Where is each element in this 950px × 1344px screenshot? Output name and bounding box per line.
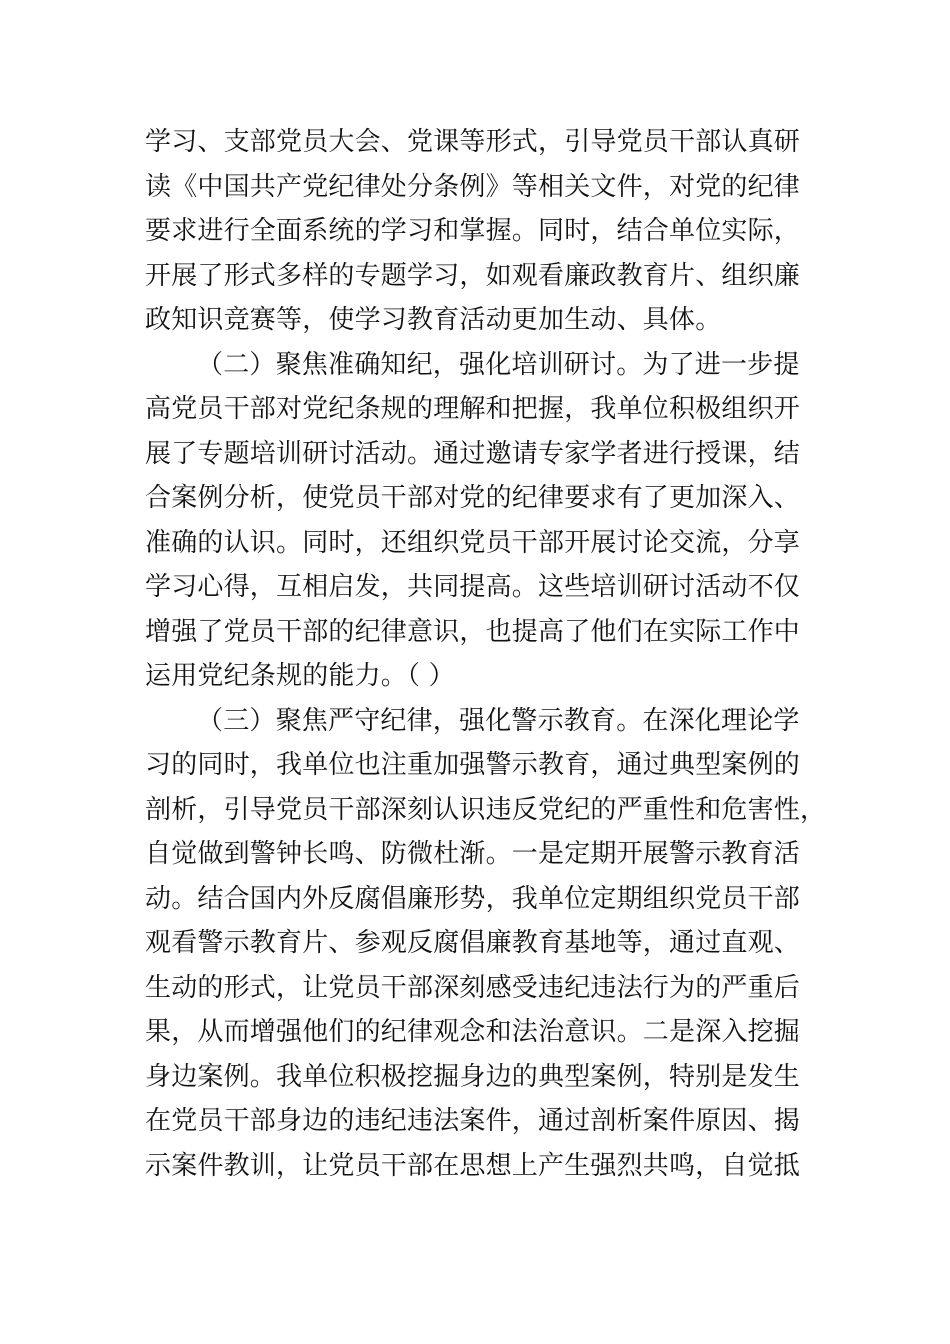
text-line: 运用党纪条规的能力。（ ） <box>145 661 455 691</box>
text-line: 生动的形式，让党员干部深刻感受违纪违法行为的严重后 <box>145 972 801 1003</box>
text-line: 学习、支部党员大会、党课等形式，引导党员干部认真研 <box>145 127 801 157</box>
text-line: 读《中国共产党纪律处分条例》等相关文件，对党的纪律 <box>145 171 801 202</box>
text-line: 习的同时，我单位也注重加强警示教育，通过典型案例的 <box>145 750 801 780</box>
text-line: 自觉做到警钟长鸣、防微杜渐。一是定期开展警示教育活 <box>145 839 801 869</box>
text-line: 要求进行全面系统的学习和掌握。同时，结合单位实际， <box>145 216 801 246</box>
text-line: 开展了形式多样的专题学习，如观看廉政教育片、组织廉 <box>145 260 801 291</box>
text-line: 观看警示教育片、参观反腐倡廉教育基地等，通过直观、 <box>145 928 801 958</box>
text-line: 合案例分析，使党员干部对党的纪律要求有了更加深入、 <box>145 483 801 513</box>
text-line: 身边案例。我单位积极挖掘身边的典型案例，特别是发生 <box>145 1061 801 1092</box>
text-line: 政知识竞赛等，使学习教育活动更加生动、具体。 <box>145 305 722 335</box>
section-heading-line: （三）聚焦严守纪律，强化警示教育。在深化理论学 <box>197 705 800 736</box>
text-line: 果，从而增强他们的纪律观念和法治意识。二是深入挖掘 <box>145 1017 801 1047</box>
text-line: 增强了党员干部的纪律意识，也提高了他们在实际工作中 <box>145 616 801 647</box>
text-line: 高党员干部对党纪条规的理解和把握，我单位积极组织开 <box>145 394 801 424</box>
text-line: 学习心得，互相启发，共同提高。这些培训研讨活动不仅 <box>145 572 801 602</box>
text-line: 动。结合国内外反腐倡廉形势，我单位定期组织党员干部 <box>145 883 801 914</box>
text-line: 展了专题培训研讨活动。通过邀请专家学者进行授课，结 <box>145 438 801 469</box>
text-line: 在党员干部身边的违纪违法案件，通过剖析案件原因、揭 <box>145 1106 801 1136</box>
section-heading-line: （二）聚焦准确知纪，强化培训研讨。为了进一步提 <box>197 349 800 380</box>
text-line: 示案件教训，让党员干部在思想上产生强烈共鸣，自觉抵 <box>145 1150 801 1181</box>
text-line: 准确的认识。同时，还组织党员干部开展讨论交流，分享 <box>145 527 801 558</box>
body-text <box>145 120 827 1188</box>
text-line: 剖析，引导党员干部深刻认识违反党纪的严重性和危害性， <box>145 794 827 825</box>
